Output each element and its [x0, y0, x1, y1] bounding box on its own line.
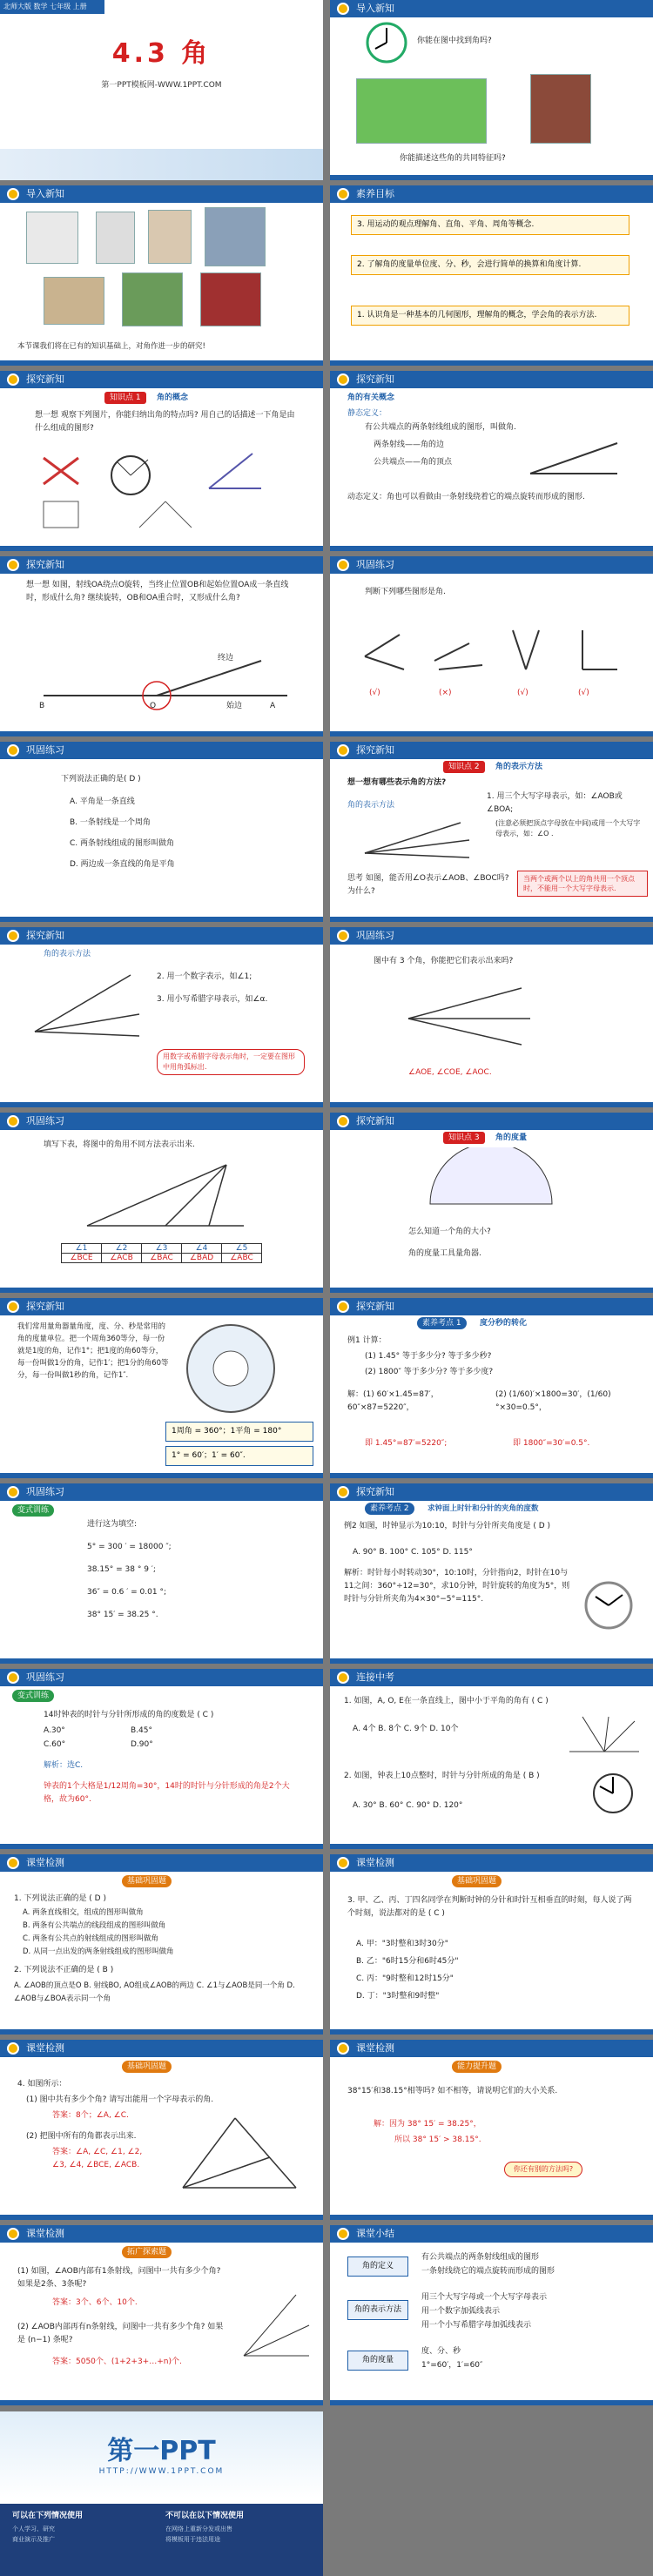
- goal-2: 2. 了解角的度量单位度、分、秒，会进行简单的换算和角度计算.: [351, 255, 629, 275]
- level-pill: 基础巩固题: [122, 2061, 172, 2073]
- site-url: 第一PPT模板网-WWW.1PPT.COM: [101, 81, 222, 90]
- summary-def-label: 角的定义: [347, 2257, 408, 2277]
- brand-url: HTTP://WWW.1PPT.COM: [98, 2467, 225, 2476]
- header-icon: [337, 2042, 349, 2055]
- method-2: 2. 用一个数字表示，如∠1;: [157, 972, 252, 981]
- slide-header: 探究新知: [0, 556, 323, 574]
- header-icon: [337, 1301, 349, 1313]
- slide-example-2: [330, 1483, 653, 1664]
- header-icon: [337, 188, 349, 200]
- static-label: 静态定义：: [347, 409, 387, 418]
- slide-header: 探究新知: [330, 1113, 653, 1130]
- answer-2: 答案：5050个、(1+2+3+…+n)个.: [52, 2357, 182, 2366]
- slide-rotation: [0, 556, 323, 736]
- summary-notation-label: 角的表示方法: [347, 2300, 408, 2320]
- slide-count-angles: [330, 927, 653, 1107]
- answer-1: (√): [369, 689, 380, 697]
- option-c: C.60°: [44, 1740, 66, 1749]
- answer-2: 所以 38° 15′ > 38.15°.: [394, 2135, 481, 2144]
- decor-band: [0, 149, 323, 180]
- slide-header: 巩固练习: [330, 556, 653, 574]
- slide-practice-fill: [0, 1483, 323, 1664]
- fill-row-2: 38.15° = 38 ° 9 ′;: [87, 1565, 156, 1574]
- slide-check-1: [0, 1854, 323, 2035]
- slide-example-1: [330, 1298, 653, 1478]
- answer: ∠AOE, ∠COE, ∠AOC.: [408, 1068, 492, 1077]
- slide-notation-2: [0, 927, 323, 1107]
- slide-choice: [0, 742, 323, 922]
- summary-def-a: 有公共端点的两条射线组成的图形: [421, 2253, 540, 2262]
- hint-bubble: 用数字或希腊字母表示角时，一定要在图形中用角弧标出.: [157, 1049, 305, 1075]
- level-pill: 基础巩固题: [452, 1875, 502, 1887]
- angle-pictures: [35, 449, 296, 536]
- end-side-label: 终边: [218, 654, 234, 662]
- tower-image: [530, 74, 591, 144]
- question-4-1: (1) 图中共有多少个角? 请写出能用一个字母表示的角.: [26, 2095, 214, 2104]
- header-icon: [337, 1486, 349, 1498]
- header-icon: [7, 2228, 19, 2240]
- question-2: (2) ∠AOB内部再有n条射线，问图中一共有多少个角? 如果是 (n−1) 条呢?: [17, 2323, 224, 2344]
- option-a: A. 平角是一条直线: [70, 797, 135, 806]
- knowledge-title: 角的度量: [495, 1133, 528, 1142]
- answer-1: 解：因为 38° 15′ = 38.25°，: [374, 2120, 481, 2129]
- poster-image: [200, 272, 261, 326]
- slide-summary: [330, 2225, 653, 2405]
- question: 怎么知道一个角的大小?: [408, 1227, 491, 1236]
- warning-box: 当两个或两个以上的角共用一个顶点时，不能用一个大写字母表示.: [517, 871, 648, 897]
- question-2: 你能描述这些角的共同特征吗?: [400, 154, 506, 163]
- header-icon: [337, 3, 349, 15]
- series-banner: 北师大版 数学 七年级 上册: [0, 0, 104, 14]
- header-icon: [7, 559, 19, 571]
- q1-option-a: A. 两条直线相交，组成的图形叫做角: [23, 1908, 144, 1917]
- angle-table: ∠1 ∠2 ∠3 ∠4 ∠5 ∠BCE ∠ACB ∠BAC ∠BAD ∠ABC: [61, 1243, 262, 1263]
- rays-figure: [565, 1712, 643, 1760]
- notation-figure: [26, 962, 148, 1049]
- header-icon: [7, 1671, 19, 1684]
- header-icon: [7, 188, 19, 200]
- point-o: O: [150, 702, 157, 710]
- question-1: (1) 如图，∠AOB内部有1条射线，问图中一共有多少个角? 如果是2条、3条呢?: [17, 2267, 221, 2289]
- hint-bubble: 你还有别的方法吗?: [504, 2162, 582, 2177]
- solution-1: 解：(1) 60′×1.45=87′，60″×87=5220″，: [347, 1390, 439, 1412]
- knowledge-tag: 知识点 3: [443, 1132, 485, 1144]
- explanation: 钟表的1个大格是1/12周角=30°，14时的时针与分针形成的角是2个大格，故为60°.: [44, 1782, 290, 1804]
- notation-figure: [356, 818, 478, 862]
- example-label: 例1 计算：: [347, 1336, 387, 1345]
- option-d: D. 两边成一条直线的角是平角: [70, 860, 175, 869]
- goal-3: 3. 用运动的观点理解角、直角、平角、周角等概念.: [351, 215, 629, 235]
- slide-notation: [330, 742, 653, 922]
- triangle-figure: [78, 1156, 252, 1234]
- summary-notation-a: 用三个大写字母或一个大写字母表示: [421, 2293, 548, 2302]
- question-1: 1. 下列说法正确的是 ( D ): [14, 1894, 106, 1903]
- options-2: A. 30° B. 60° C. 90° D. 120°: [353, 1801, 463, 1810]
- slide-header: 探究新知: [330, 742, 653, 759]
- point-b: B: [39, 702, 45, 710]
- slide-header: 探究新知: [330, 371, 653, 388]
- option-d: D.90°: [131, 1740, 153, 1749]
- usage-can-2: 商业演示及推广: [12, 2536, 55, 2543]
- answer-2: (×): [439, 689, 452, 697]
- answer-4-2: 答案：∠A, ∠C, ∠1, ∠2, ∠3, ∠4, ∠BCE, ∠ACB.: [52, 2148, 143, 2169]
- question: 想一想有哪些表示角的方法?: [347, 778, 447, 787]
- summary-def-b: 一条射线绕它的端点旋转而形成的图形: [421, 2267, 555, 2276]
- slide-measure: [330, 1113, 653, 1293]
- vertex-label: 公共端点——角的顶点: [374, 458, 453, 467]
- slide-header: 连接中考: [330, 1669, 653, 1686]
- header-icon: [337, 2228, 349, 2240]
- start-side-label: 始边: [226, 702, 243, 710]
- method-3: 3. 用小写希腊字母表示，如∠α.: [157, 995, 268, 1004]
- slide-header: 导入新知: [0, 185, 323, 203]
- topic-title: 度分秒的转化: [480, 1319, 528, 1328]
- header-icon: [337, 559, 349, 571]
- knowledge-title: 角的概念: [157, 393, 189, 402]
- brand-card: [0, 2411, 323, 2576]
- question: 3. 甲、乙、丙、丁四名同学在判断时钟的分针和时针互相垂直的时刻，每人说了两个时刻，说法都对的是 ( C ): [347, 1896, 632, 1918]
- clock-icon: [365, 21, 408, 64]
- solution-label: 解析：选C.: [44, 1761, 84, 1770]
- slide-header: 素养目标: [330, 185, 653, 203]
- topic-pill: 素养考点 2: [365, 1503, 414, 1515]
- usage-cannot-2: 将模板用于违法用途: [165, 2536, 220, 2543]
- method-label: 角的表示方法: [44, 950, 91, 958]
- question: 填写下表，将图中的角用不同方法表示出来.: [44, 1140, 195, 1149]
- question: 判断下列哪些图形是角.: [365, 588, 446, 596]
- solution-2: (2) (1/60)′×1800=30′，(1/60)°×30=0.5°，: [495, 1390, 611, 1412]
- header-icon: [337, 1115, 349, 1127]
- solution: 解析：时针每小时转动30°，10:10时，分针指向2，时针在10与11之间：360°÷12=30°，求10分钟，时针旋转的角度为5°，则时针与分针所夹角为4×30°−5°=115°.: [344, 1569, 570, 1604]
- example-options: A. 90° B. 100° C. 105° D. 115°: [353, 1548, 473, 1557]
- example-text: 例2 如图，时钟显示为10:10，时针与分针所夹角度是 ( D ): [344, 1522, 551, 1530]
- level-pill: 能力提升题: [452, 2061, 502, 2073]
- dynamic-def: 动态定义：角也可以看做由一条射线绕着它的端点旋转而形成的图形.: [347, 493, 585, 501]
- slide-header: 巩固练习: [330, 927, 653, 945]
- building-image: [205, 207, 266, 266]
- slide-header: 导入新知: [330, 0, 653, 17]
- usage-cannot-1: 在网络上重新分发或出售: [165, 2526, 232, 2532]
- clock-icon: [582, 1579, 635, 1631]
- think-text: 想一想 观察下列图片，你能归纳出角的特点吗? 用自己的话描述一下角是由什么组成的图形?: [35, 411, 295, 433]
- q1-option-b: B. 两条有公共端点的线段组成的图形叫做角: [23, 1921, 166, 1930]
- slide-header: 巩固练习: [0, 1669, 323, 1686]
- fill-row-1: 5° = 300 ′ = 18000 ″;: [87, 1543, 172, 1551]
- method-1-note: (注意必须把顶点字母放在中间)或用一个大写字母表示，如：∠O .: [495, 819, 641, 837]
- slide-header: 课堂小结: [330, 2225, 653, 2243]
- result-2: 即 1800″=30′=0.5°.: [513, 1439, 590, 1448]
- options-1: A. 4个 B. 8个 C. 9个 D. 10个: [353, 1725, 459, 1733]
- point-a: A: [270, 702, 276, 710]
- knowledge-title: 角的表示方法: [495, 763, 543, 771]
- def-title: 角的有关概念: [347, 393, 395, 402]
- question-1: (1) 1.45° 等于多少分? 等于多少秒?: [365, 1352, 492, 1361]
- header-icon: [7, 1486, 19, 1498]
- method-label: 角的表示方法: [347, 801, 395, 810]
- header-icon: [337, 744, 349, 757]
- question: 下列说法正确的是( D ): [61, 775, 141, 784]
- slide-header: 课堂检测: [0, 2040, 323, 2057]
- summary-notation-b: 用一个数字加弧线表示: [421, 2307, 501, 2316]
- triangle-figure: [174, 2109, 305, 2196]
- header-icon: [337, 373, 349, 386]
- slide-table: [0, 1113, 323, 1293]
- slide-concept: [0, 371, 323, 551]
- header-icon: [7, 744, 19, 757]
- side-label: 两条射线——角的边: [374, 441, 445, 449]
- option-c: C. 丙："9时整和12时15分": [356, 1974, 454, 1983]
- unit-rule-1: 1周角 = 360°；1平角 = 180°: [165, 1422, 313, 1442]
- slide-header: 课堂检测: [0, 1854, 323, 1872]
- q1-option-d: D. 从同一点出发的两条射线组成的图形叫做角: [23, 1947, 174, 1956]
- slide-check-2: [330, 1854, 653, 2035]
- slide-header: 巩固练习: [0, 742, 323, 759]
- static-def: 有公共端点的两条射线组成的图形，叫做角.: [365, 423, 516, 432]
- question-1: 1. 如图，A, O, E在一条直线上，图中小于平角的角有 ( C ): [344, 1697, 549, 1705]
- question: 进行这为填空:: [87, 1520, 138, 1529]
- question-2: (2) 1800″ 等于多少分? 等于多少度?: [365, 1368, 494, 1376]
- summary-measure-a: 度、分、秒: [421, 2347, 461, 2356]
- slide-header: 巩固练习: [0, 1483, 323, 1501]
- question-2: 2. 下列说法不正确的是 ( B ): [14, 1966, 114, 1974]
- slide-header: 巩固练习: [0, 1113, 323, 1130]
- slide-intro-2: [0, 185, 323, 366]
- level-pill: 拓广探索题: [122, 2246, 172, 2258]
- slide-header: 课堂检测: [0, 2225, 323, 2243]
- scissors-image: [96, 212, 135, 264]
- level-pill: 基础巩固题: [122, 1875, 172, 1887]
- question-2: 2. 如图，钟表上10点整时，时针与分针所成的角是 ( B ): [344, 1772, 540, 1780]
- answer: 角的度量工具量角器.: [408, 1249, 481, 1258]
- usage-can-1: 个人学习、研究: [12, 2526, 55, 2532]
- topic-pill: 素养考点 1: [417, 1317, 467, 1329]
- option-b: B.45°: [131, 1726, 152, 1735]
- slide-header: 探究新知: [0, 1298, 323, 1315]
- option-b: B. 一条射线是一个周角: [70, 818, 151, 827]
- slide-check-4: [330, 2040, 653, 2220]
- slide-title: [0, 0, 323, 180]
- header-icon: [7, 2042, 19, 2055]
- slide-check-3: [0, 2040, 323, 2220]
- page-title: 4.3 角: [111, 38, 212, 69]
- summary-text: 本节课我们将在已有的知识基础上，对角作进一步的研究!: [17, 342, 205, 351]
- option-b: B. 乙："6时15分和6时45分": [356, 1957, 459, 1966]
- slide-practice-clock: [0, 1669, 323, 1849]
- slide-exam: [330, 1669, 653, 1849]
- deer-image: [122, 272, 183, 326]
- fill-row-4: 38° 15′ = 38.25 °.: [87, 1611, 158, 1619]
- angle-figure: [522, 439, 626, 482]
- question-4: 4. 如图所示：: [17, 2080, 67, 2088]
- ruler-image: [148, 210, 192, 264]
- soccer-image: [356, 78, 487, 144]
- slide-intro-1: [330, 0, 653, 180]
- q1-option-c: C. 两条有公共点的射线组成的图形叫做角: [23, 1934, 158, 1943]
- protractor-image: [178, 1321, 283, 1416]
- option-a: A.30°: [44, 1726, 65, 1735]
- summary-measure-label: 角的度量: [347, 2351, 408, 2371]
- answer-3: (√): [517, 689, 528, 697]
- topic-title: 求钟面上时针和分针的夹角的度数: [427, 1504, 539, 1513]
- option-a: A. 甲："3时整和3时30分": [356, 1940, 448, 1948]
- result-1: 即 1.45°=87′=5220″;: [365, 1439, 448, 1448]
- slide-header: 课堂检测: [330, 2040, 653, 2057]
- goal-1: 1. 认识角是一种基本的几何图形，理解角的概念，学会角的表示方法.: [351, 306, 629, 326]
- slide-definition: [330, 371, 653, 551]
- option-c: C. 两条射线组成的图形叫做角: [70, 839, 175, 848]
- header-icon: [337, 1671, 349, 1684]
- fill-row-3: 36″ = 0.6 ′ = 0.01 °;: [87, 1588, 166, 1597]
- slide-header: 探究新知: [330, 1483, 653, 1501]
- slide-header: 课堂检测: [330, 1854, 653, 1872]
- think-text: 想一想 如图，射线OA绕点O旋转，当终止位置OB和起始位置OA成一条直线时，形成什么角? 继续旋转，OB和OA重合时，又形成什么角?: [26, 581, 289, 602]
- clock-icon: [591, 1772, 635, 1815]
- slide-judge: [330, 556, 653, 736]
- slide-check-5: [0, 2225, 323, 2405]
- question-4-2: (2) 把图中所有的角都表示出来.: [26, 2132, 137, 2141]
- knowledge-tag: 知识点 1: [104, 392, 146, 404]
- slide-header: 探究新知: [0, 371, 323, 388]
- usage-can-title: 可以在下列情况使用: [12, 2512, 84, 2520]
- slide-goals: [330, 185, 653, 366]
- rays-figure: [235, 2277, 313, 2373]
- usage-cannot-title: 不可以在以下情况使用: [165, 2512, 245, 2520]
- judge-figures: [356, 626, 635, 678]
- question: 14时钟表的时针与分针所形成的角的度数是 ( C ): [44, 1711, 214, 1719]
- variant-pill: 变式训练: [12, 1504, 54, 1517]
- unit-rule-2: 1° = 60′；1′ = 60″.: [165, 1446, 313, 1466]
- question: 38°15′和38.15°相等吗? 如不相等，请说明它们的大小关系.: [347, 2087, 558, 2095]
- angle-figure: [400, 979, 539, 1049]
- answer-1: 答案：3个、6个、10个.: [52, 2298, 138, 2307]
- variant-pill: 变式训练: [12, 1690, 54, 1702]
- summary-notation-c: 用一个小写希腊字母加弧线表示: [421, 2321, 532, 2330]
- option-d: D. 丁："3时整和9时整": [356, 1992, 440, 2001]
- header-icon: [7, 1301, 19, 1313]
- units-text: 我们常用量角器量角度，度、分、秒是常用的角的度量单位。把一个周角360等分，每一份就是1度的角，记作1°；把1度的角60等分，每一份叫做1分的角，记作1′；把1分的角60等分，每一份叫做1秒的角，记作1″.: [17, 1322, 169, 1380]
- header-icon: [7, 373, 19, 386]
- insect-image: [44, 277, 104, 325]
- header-icon: [337, 930, 349, 942]
- rotation-figure: [35, 648, 296, 726]
- protractor-icon: [426, 1147, 556, 1208]
- think-text: 思考 如图，能否用∠O表示∠AOB、∠BOC吗? 为什么?: [347, 874, 509, 896]
- question: 图中有 3 个角，你能把它们表示出来吗?: [374, 957, 514, 965]
- summary-measure-b: 1°=60′，1′=60″: [421, 2361, 483, 2370]
- slide-units: [0, 1298, 323, 1478]
- q2-options: A. ∠AOB的顶点是O B. 射线BO, AO组成∠AOB的两边 C. ∠1与∠AOB是同一个角 D. ∠AOB与∠BOA表示同一个角: [14, 1981, 295, 2003]
- slide-header: 探究新知: [330, 1298, 653, 1315]
- method-1: 1. 用三个大写字母表示，如：∠AOB或∠BOA;: [487, 792, 623, 814]
- header-icon: [7, 1115, 19, 1127]
- knowledge-tag: 知识点 2: [443, 761, 485, 773]
- question-1: 你能在图中找到角吗?: [417, 37, 492, 45]
- header-icon: [337, 1857, 349, 1869]
- brand-logo: 第一PPT: [107, 2436, 216, 2466]
- clock-image: [26, 212, 78, 264]
- header-icon: [7, 1857, 19, 1869]
- answer-4-1: 答案：8个；∠A, ∠C.: [52, 2111, 129, 2120]
- header-icon: [7, 930, 19, 942]
- slide-header: 探究新知: [0, 927, 323, 945]
- answer-4: (√): [578, 689, 589, 697]
